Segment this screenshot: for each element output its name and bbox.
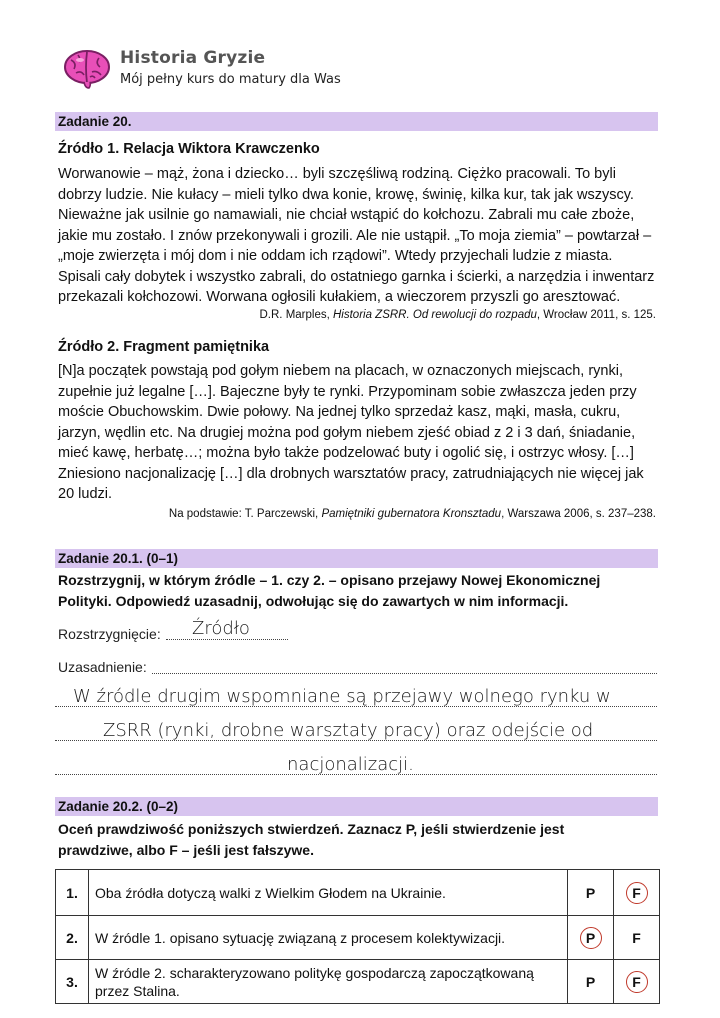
q1-instruction (58, 570, 600, 611)
statement-line: Oba źródła dotyczą walki z Wielkim Głodem na Ukrainie. (95, 884, 446, 901)
option-p-label: P (585, 929, 596, 946)
brand-title: Historia Gryzie (120, 48, 266, 68)
q2-instruction-line: Oceń prawdziwość poniższych stwierdzeń. Zaznacz P, jeśli stwierdzenie jest (58, 821, 565, 837)
source-1-citation (260, 309, 657, 321)
option-f[interactable] (614, 916, 660, 960)
justification-field[interactable] (152, 656, 657, 674)
source-2-citation (169, 508, 656, 520)
option-f-label: F (632, 929, 641, 946)
row-number: 3. (56, 960, 89, 1004)
q1-instruction-line: Polityki. Odpowiedź uzasadnij, odwołując się do zawartych w nim informacji. (58, 592, 569, 609)
statement-line: W źródle 2. scharakteryzowano politykę gospodarczą zapoczątkowaną (95, 964, 534, 981)
option-p-label: P (585, 884, 596, 901)
handwritten-answer-line: nacjonalizacji. (287, 754, 414, 775)
answer-circle-mark (580, 927, 602, 949)
source-1-line: Spisali cały dobytek i wszystko zabrali, do ostatniego garnka i ścierki, a narzędzia i inwentarz (58, 268, 655, 285)
task-header: Zadanie 20. (58, 114, 132, 129)
row-number: 1. (56, 870, 89, 916)
option-p[interactable] (568, 870, 614, 916)
q2-header: Zadanie 20.2. (0–2) (58, 799, 179, 814)
citation-author: D.R. Marples, (259, 309, 333, 321)
brand-subtitle: Mój pełny kurs do matury dla Was (120, 72, 341, 87)
source-1-line: Nieważne jak usilnie go namawiali, nie chciał wstąpić do kołchozu. Zabrali mu całe zboże, (58, 207, 635, 223)
source-2-text (58, 361, 658, 505)
source-2-line: 20 ludzi. (58, 486, 113, 502)
source-2-line: jarzyn, wędlin etc. Na drugiej można pod gołym niebem zjeść obiad z 2 i 3 dań, śniadanie, (58, 424, 636, 441)
q2-header-band (55, 797, 658, 816)
brand-logo (62, 46, 112, 90)
source-2-line: moście Obuchowskim. Dwie połowy. Na jednej tylko sprzedaż kasz, mąki, masła, cukru, (58, 404, 621, 420)
q1-instruction-line: Rozstrzygnij, w którym źródle – 1. czy 2. – opisano przejawy Nowej Ekonomicznej (58, 572, 601, 588)
table-row (56, 870, 660, 916)
q1-header-band (55, 549, 658, 568)
source-1-line: „moje zwierzęta i mój dom i nie oddam ich rządowi”. Wtedy przyjechali ludzie z miasta. (58, 248, 613, 264)
true-false-table (55, 869, 660, 1004)
q2-instruction-line: prawdziwe, albo F – jeśli jest fałszywe. (58, 841, 314, 858)
option-p-label: P (585, 973, 596, 990)
citation-title: Pamiętniki gubernatora Kronsztadu (321, 508, 502, 520)
option-f[interactable] (614, 870, 660, 916)
citation-publication: , Wrocław 2011, s. 125. (536, 309, 656, 321)
statement-text (89, 916, 568, 960)
answer-circle-mark (626, 971, 648, 993)
source-2-line: zupełnie już legalne […]. Bajeczne były te rynki. Przypominam sobie zwłaszcza jeden przy (58, 383, 637, 400)
source-1-line: przekazali kołchozowi. Worwana ogłosili kułakiem, a wieczorem przyszli go aresztować. (58, 289, 621, 305)
citation-publication: , Warszawa 2006, s. 237–238. (501, 508, 656, 520)
task-header-band (55, 112, 658, 131)
statement-text (89, 960, 568, 1004)
source-1-title: Źródło 1. Relacja Wiktora Krawczenko (58, 141, 320, 157)
statement-text (89, 870, 568, 916)
resolution-answer: Źródło (192, 618, 250, 639)
row-number: 2. (56, 916, 89, 960)
table-row (56, 960, 660, 1004)
statement-line: przez Stalina. (95, 982, 180, 999)
source-2-title: Źródło 2. Fragment pamiętnika (58, 339, 270, 355)
handwritten-answer-line: W źródle drugim wspomniane są przejawy wolnego rynku w (73, 686, 611, 707)
source-1-text (58, 164, 658, 308)
source-2-line: [N]a początek powstają pod gołym niebem na placach, w oznaczonych miejscach, rynki, (58, 363, 623, 379)
source-1-line: jakie mu zostało. I znów przekonywali i grozili. Ale nie ustąpił. „To moja ziemia” – powtarzał – (58, 227, 652, 244)
q2-instruction (58, 819, 564, 860)
option-p[interactable] (568, 916, 614, 960)
citation-author: Na podstawie: T. Parczewski, (168, 508, 322, 520)
citation-title: Historia ZSRR. Od rewolucji do rozpadu (333, 309, 537, 321)
justification-label: Uzasadnienie: (58, 659, 147, 675)
q1-header: Zadanie 20.1. (0–1) (58, 551, 179, 566)
answer-circle-mark (626, 882, 648, 904)
source-2-line: Zniesiono nacjonalizację […] dla drobnych warsztatów pracy, zatrudniających nie więcej jak (58, 465, 644, 482)
handwritten-answer-line: ZSRR (rynki, drobne warsztaty pracy) oraz odejście od (103, 720, 594, 741)
resolution-label: Rozstrzygnięcie: (58, 626, 161, 642)
option-f-label: F (632, 973, 641, 990)
option-p[interactable] (568, 960, 614, 1004)
source-1-line: Worwanowie – mąż, żona i dziecko… byli szczęśliwą rodziną. Ciężko pracowali. To byli (58, 166, 616, 182)
brain-icon (62, 46, 112, 90)
statement-line: W źródle 1. opisano sytuację związaną z procesem kolektywizacji. (95, 929, 506, 946)
option-f[interactable] (614, 960, 660, 1004)
source-1-line: dobrzy ludzie. Nie kułacy – mieli tylko dwa konie, krowę, świnię, kilka kur, tak jak wszyscy. (58, 186, 634, 203)
option-f-label: F (632, 884, 641, 901)
table-row (56, 916, 660, 960)
source-2-line: mieć kawę, herbatę…; można było także podzelować buty i ogolić się, i ostrzyc włosy. […] (58, 445, 634, 461)
